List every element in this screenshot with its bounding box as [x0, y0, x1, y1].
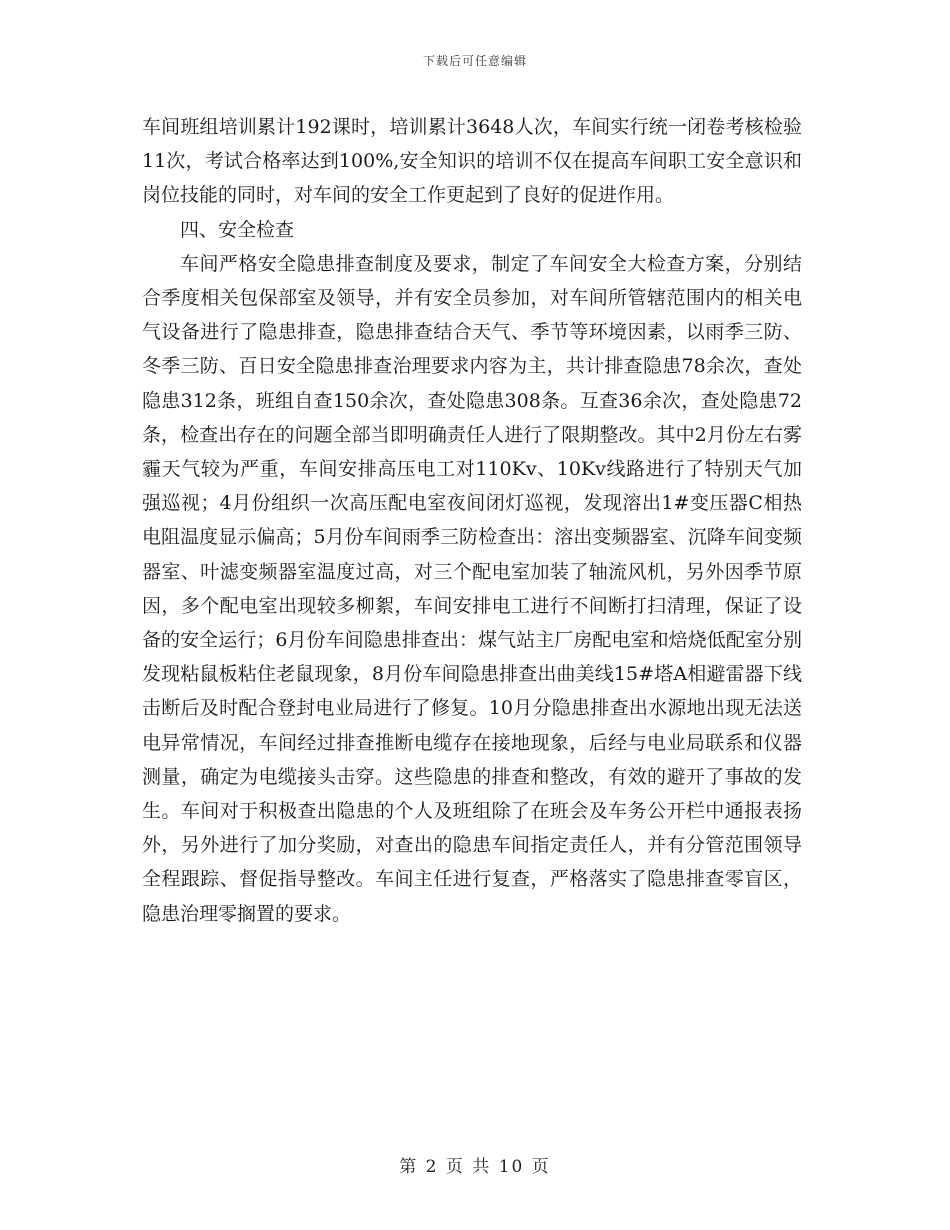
page-number-footer: 第 2 页 共 10 页 [399, 1157, 551, 1177]
page-header-note: 下载后可任意编辑 [422, 54, 527, 68]
document-body [142, 110, 802, 931]
paragraph-safety-inspection: 车间严格安全隐患排查制度及要求，制定了车间安全大检查方案，分别结合季度相关包保部室及领导，并有安全员参加，对车间所管辖范围内的相关电气设备进行了隐患排查，隐患排查结合天气、季节等环境因素，以雨季三防、冬季三防、百日安全隐患排查治理要求内容为主，共计排查隐患78余次，查处隐患312条，班组自查150余次，查处隐患308条。互查36余次，查处隐患72条，检查出存在的问题全部当即明确责任人进行了限期整改。其中2月份左右雾霾天气较为严重，车间安排高压电工对110Kv、10Kv线路进行了特别天气加强巡视；4月份组织一次高压配电室夜间闭灯巡视，发现溶出1#变压器C相热电阻温度显示偏高；5月份车间雨季三防检查出：溶出变频器室、沉降车间变频器室、叶滤变频器室温度过高，对三个配电室加装了轴流风机，另外因季节原因，多个配电室出现较多柳絮，车间安排电工进行不间断打扫清理，保证了设备的安全运行；6月份车间隐患排查出：煤气站主厂房配电室和焙烧低配室分别发现粘鼠板粘住老鼠现象，8月份车间隐患排查出曲美线15#塔A相避雷器下线击断后及时配合登封电业局进行了修复。10月分隐患排查出水源地出现无法送电异常情况，车间经过排查推断电缆存在接地现象，后经与电业局联系和仪器测量，确定为电缆接头击穿。这些隐患的排查和整改，有效的避开了事故的发生。车间对于积极查出隐患的个人及班组除了在班会及车务公开栏中通报表扬外，另外进行了加分奖励，对查出的隐患车间指定责任人，并有分管范围领导全程跟踪、督促指导整改。车间主任进行复查，严格落实了隐患排查零盲区，隐患治理零搁置的要求。 [142, 252, 802, 925]
paragraph-training-summary: 车间班组培训累计192课时，培训累计3648人次，车间实行统一闭卷考核检验11次，考试合格率达到100%,安全知识的培训不仅在提高车间职工安全意识和岗位技能的同时，对车间的安全工作更起到了良好的促进作用。 [142, 116, 802, 207]
section-heading-safety-inspection: 四、安全检查 [180, 218, 295, 241]
